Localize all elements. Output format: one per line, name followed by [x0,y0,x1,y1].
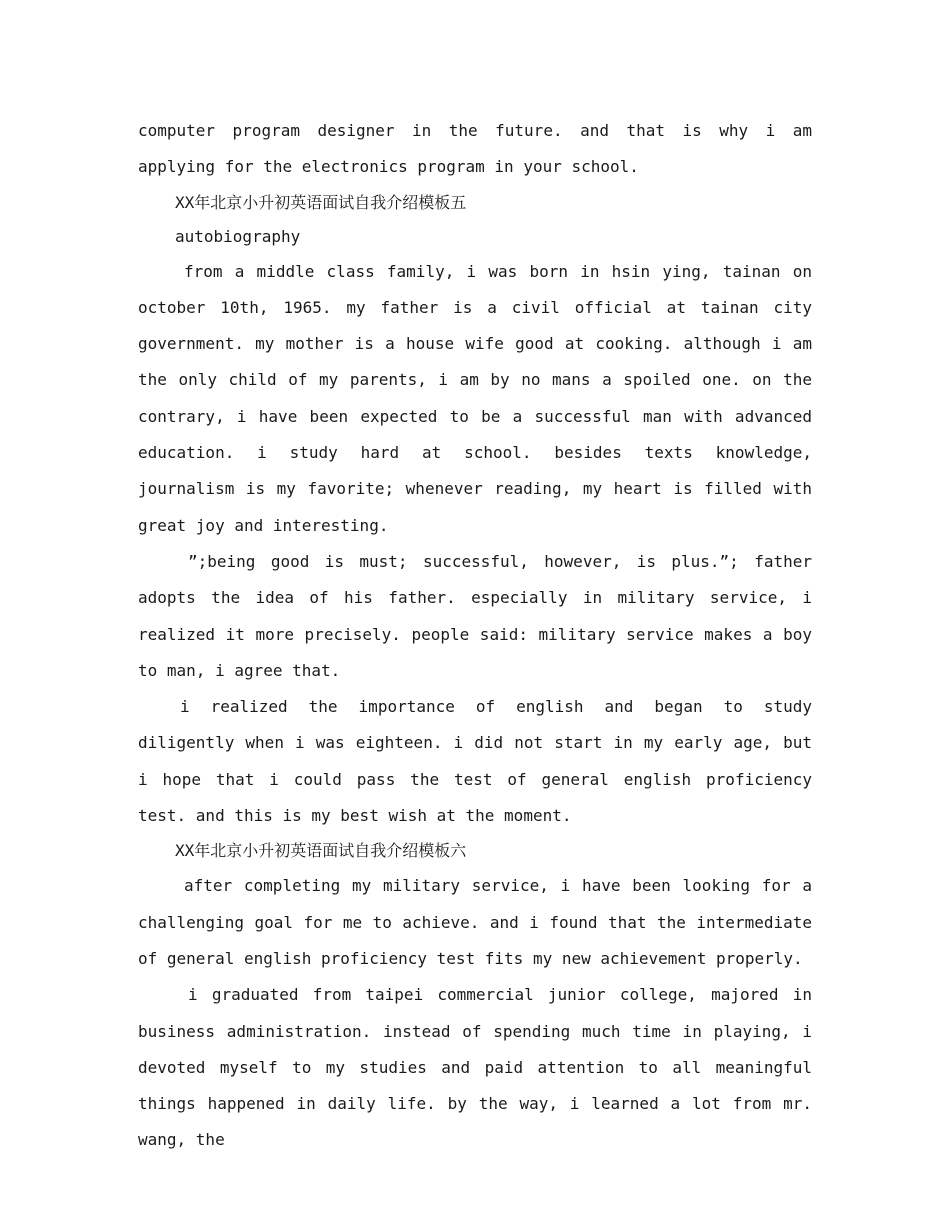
subheading-autobiography: autobiography [175,226,301,246]
paragraph-college: i graduated from taipei commercial junior college, majored in business administration. instead of spending much time in playing, i devoted myself to my studies and paid attention to all meaningful things happened in daily life. by the way, i learned a lot from mr. wang, the [138,985,812,1150]
document-page [138,113,812,1159]
paragraph-quote: ”;being good is must; successful, however, is plus.”; father adopts the idea of his father. especially in military service, i realized it more precisely. people said: military service makes a boy to man, i agree that. [138,551,812,680]
section-heading-6: XX年北京小升初英语面试自我介绍模板六 [175,841,467,861]
paragraph-continuation: computer program designer in the future. and that is why i am applying for the electronics program in your school. [138,121,812,177]
paragraph-military: after completing my military service, i have been looking for a challenging goal for me to achieve. and i found that the intermediate of general english proficiency test fits my new achievement properly. [138,876,812,968]
paragraph-english: i realized the importance of english and began to study diligently when i was eighteen. i did not start in my early age, but i hope that i could pass the test of general english proficiency test. and this is my best wish at the moment. [138,697,812,826]
section-heading-5: XX年北京小升初英语面试自我介绍模板五 [175,192,467,212]
paragraph-family: from a middle class family, i was born in hsin ying, tainan on october 10th, 1965. my father is a civil official at tainan city government. my mother is a house wife good at cooking. although i am the only child of my parents, i am by no mans a spoiled one. on the contrary, i have been expected to be a successful man with advanced education. i study hard at school. besides texts knowledge, journalism is my favorite; whenever reading, my heart is filled with great joy and interesting. [138,261,812,535]
